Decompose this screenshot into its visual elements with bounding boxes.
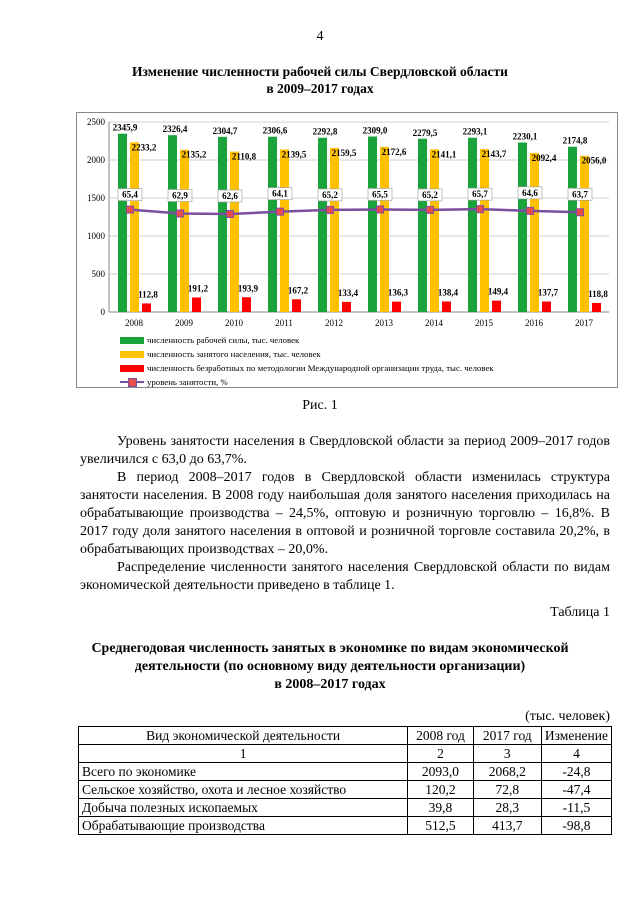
- employment-rate-label: 64,6: [522, 187, 538, 198]
- x-tick-label: 2012: [325, 318, 343, 328]
- employment-rate-label: 63,7: [572, 189, 588, 200]
- table-title-line: Среднегодовая численность занятых в экономике по видам экономической: [91, 641, 569, 656]
- table-cell: 72,8: [473, 781, 541, 799]
- data-label-unemployed: 138,4: [437, 287, 459, 298]
- bar-labor-force: [318, 138, 327, 312]
- x-tick-label: 2017: [575, 318, 593, 328]
- table-number-row: [79, 745, 612, 763]
- data-label-labor-force: 2230,1: [512, 131, 538, 142]
- legend-label: численность безработных по методологии Международной организации труда, тыс. человек: [147, 363, 494, 373]
- table-row: [79, 763, 612, 781]
- data-label-unemployed: 137,7: [537, 287, 559, 298]
- employment-rate-marker: [427, 206, 434, 213]
- employment-rate-label: 64,1: [272, 188, 288, 199]
- bar-unemployed: [442, 301, 451, 312]
- bar-unemployed: [342, 302, 351, 312]
- employment-rate-marker: [577, 209, 584, 216]
- table-cell: 413,7: [473, 817, 541, 835]
- bar-labor-force: [518, 143, 527, 312]
- y-tick-label: 1500: [87, 193, 105, 203]
- table-label: Таблица 1: [550, 605, 610, 620]
- table-header-cell: Изменение: [541, 727, 611, 745]
- employment-chart: [76, 112, 618, 388]
- employment-rate-marker: [327, 206, 334, 213]
- x-tick-label: 2011: [275, 318, 293, 328]
- table-cell: 28,3: [473, 799, 541, 817]
- data-label-employed: 2092,4: [531, 152, 557, 163]
- bar-unemployed: [592, 303, 601, 312]
- paragraph: В период 2008–2017 годов в Свердловской области изменилась структура занятости населения. В 2008 году наибольшая доля занятого населения приходилась на обрабатывающие производства – 24,5%, оптовую и розничную торговлю – 16,8%. В 2017 году доля занятого населения в оптовой и розничной торговле составила 20,2%, в обрабатывающих производствах – 20,0%.: [80, 470, 610, 557]
- data-label-labor-force: 2174,8: [562, 135, 588, 146]
- table-cell: 2068,2: [473, 763, 541, 781]
- data-label-unemployed: 149,4: [487, 286, 509, 297]
- bar-unemployed: [292, 299, 301, 312]
- bar-unemployed: [492, 301, 501, 312]
- bar-unemployed: [392, 302, 401, 312]
- table-cell: Всего по экономике: [79, 763, 408, 781]
- legend-swatch: [120, 365, 144, 372]
- data-label-labor-force: 2345,9: [112, 122, 138, 133]
- data-label-employed: 2141,1: [431, 149, 457, 160]
- data-label-labor-force: 2293,1: [462, 126, 488, 137]
- bar-labor-force: [568, 147, 577, 312]
- body-text: [80, 433, 610, 595]
- table-cell: -47,4: [541, 781, 611, 799]
- bar-unemployed: [142, 303, 151, 312]
- table-cell: 4: [541, 745, 611, 763]
- table-row: [79, 817, 612, 835]
- chart-title-line1: Изменение численности рабочей силы Свердловской области: [132, 64, 508, 79]
- bar-labor-force: [468, 138, 477, 312]
- legend-swatch: [120, 337, 144, 344]
- table-cell: Добыча полезных ископаемых: [79, 799, 408, 817]
- table-cell: 39,8: [408, 799, 473, 817]
- data-label-employed: 2135,2: [181, 149, 207, 160]
- figure-caption: Рис. 1: [302, 398, 338, 413]
- bar-labor-force: [418, 139, 427, 312]
- employment-rate-label: 65,5: [372, 189, 388, 200]
- employment-rate-label: 65,7: [472, 189, 488, 200]
- table-cell: Сельское хозяйство, охота и лесное хозяйство: [79, 781, 408, 799]
- legend-label: численность рабочей силы, тыс. человек: [147, 335, 300, 345]
- employment-rate-label: 65,2: [422, 189, 438, 200]
- chart-title: [0, 63, 640, 97]
- table-row: [79, 799, 612, 817]
- table-cell: 120,2: [408, 781, 473, 799]
- y-tick-label: 500: [91, 269, 105, 279]
- table-header-cell: 2017 год: [473, 727, 541, 745]
- data-label-employed: 2139,5: [281, 149, 307, 160]
- x-tick-label: 2008: [125, 318, 143, 328]
- bar-labor-force: [368, 137, 377, 312]
- legend-swatch: [120, 351, 144, 358]
- table-header-row: [79, 727, 612, 745]
- employment-table: [78, 726, 612, 835]
- data-label-labor-force: 2292,8: [312, 126, 338, 137]
- legend-line-swatch: [120, 377, 144, 387]
- table-header-cell: Вид экономической деятельности: [79, 727, 408, 745]
- chart-title-line2: в 2009–2017 годах: [266, 81, 374, 96]
- table-cell: -24,8: [541, 763, 611, 781]
- table-cell: 3: [473, 745, 541, 763]
- legend-label: уровень занятости, %: [147, 377, 228, 387]
- data-label-labor-force: 2326,4: [162, 124, 188, 135]
- employment-rate-line: [130, 209, 580, 214]
- data-label-labor-force: 2279,5: [412, 127, 438, 138]
- employment-rate-label: 62,9: [172, 190, 188, 201]
- data-label-unemployed: 193,9: [237, 283, 259, 294]
- bar-employed: [130, 142, 139, 312]
- legend-item: [120, 361, 494, 375]
- table-cell: 2093,0: [408, 763, 473, 781]
- table-cell: -98,8: [541, 817, 611, 835]
- table-cell: Обрабатывающие производства: [79, 817, 408, 835]
- legend-label: численность занятого населения, тыс. человек: [147, 349, 321, 359]
- y-tick-label: 2500: [87, 117, 105, 127]
- employment-rate-marker: [377, 206, 384, 213]
- data-label-unemployed: 133,4: [337, 287, 359, 298]
- data-label-employed: 2056,0: [581, 155, 607, 166]
- bar-labor-force: [168, 135, 177, 312]
- employment-rate-marker: [477, 206, 484, 213]
- y-tick-label: 2000: [87, 155, 105, 165]
- bar-unemployed: [542, 302, 551, 312]
- y-tick-label: 0: [100, 307, 105, 317]
- bar-labor-force: [268, 137, 277, 312]
- legend-item: [120, 333, 494, 347]
- table-unit: (тыс. человек): [525, 709, 610, 724]
- x-tick-label: 2013: [375, 318, 393, 328]
- table-row: [79, 781, 612, 799]
- data-label-employed: 2143,7: [481, 149, 507, 160]
- data-label-labor-force: 2304,7: [212, 125, 238, 136]
- y-tick-label: 1000: [87, 231, 105, 241]
- table-header-cell: 2008 год: [408, 727, 473, 745]
- data-label-labor-force: 2309,0: [362, 125, 388, 136]
- x-tick-label: 2016: [525, 318, 543, 328]
- table-title-line: в 2008–2017 годах: [274, 677, 386, 692]
- table-cell: 1: [79, 745, 408, 763]
- legend-item: [120, 375, 494, 389]
- data-label-labor-force: 2306,6: [262, 125, 288, 136]
- data-label-unemployed: 136,3: [387, 287, 409, 298]
- x-tick-label: 2009: [175, 318, 193, 328]
- table-title: [60, 640, 600, 694]
- data-label-unemployed: 118,8: [588, 288, 608, 299]
- employment-rate-marker: [527, 207, 534, 214]
- paragraph: Распределение численности занятого населения Свердловской области по видам экономической деятельности приведено в таблице 1.: [80, 560, 610, 593]
- employment-rate-label: 65,4: [122, 189, 138, 200]
- data-label-unemployed: 112,8: [138, 289, 158, 300]
- legend-item: [120, 347, 494, 361]
- x-tick-label: 2014: [425, 318, 443, 328]
- employment-rate-marker: [177, 210, 184, 217]
- chart-legend: [120, 333, 494, 389]
- table-cell: 512,5: [408, 817, 473, 835]
- data-label-employed: 2172,6: [381, 146, 407, 157]
- data-label-unemployed: 167,2: [287, 285, 309, 296]
- data-label-employed: 2159,5: [331, 147, 357, 158]
- x-tick-label: 2010: [225, 318, 243, 328]
- x-tick-label: 2015: [475, 318, 493, 328]
- data-label-employed: 2233,2: [131, 142, 157, 153]
- employment-rate-label: 65,2: [322, 189, 338, 200]
- page-number: 4: [316, 29, 324, 44]
- bar-labor-force: [118, 134, 127, 312]
- data-label-unemployed: 191,2: [187, 283, 209, 294]
- bar-unemployed: [242, 297, 251, 312]
- employment-rate-marker: [127, 206, 134, 213]
- table-cell: 2: [408, 745, 473, 763]
- employment-rate-label: 62,6: [222, 190, 238, 201]
- table-title-line: деятельности (по основному виду деятельности организации): [134, 659, 526, 674]
- data-label-employed: 2110,8: [231, 151, 257, 162]
- employment-rate-marker: [227, 210, 234, 217]
- employment-rate-marker: [277, 208, 284, 215]
- bar-unemployed: [192, 297, 201, 312]
- paragraph: Уровень занятости населения в Свердловской области за период 2009–2017 годов увеличился с 63,0 до 63,7%.: [80, 434, 610, 467]
- bar-labor-force: [218, 137, 227, 312]
- table-cell: -11,5: [541, 799, 611, 817]
